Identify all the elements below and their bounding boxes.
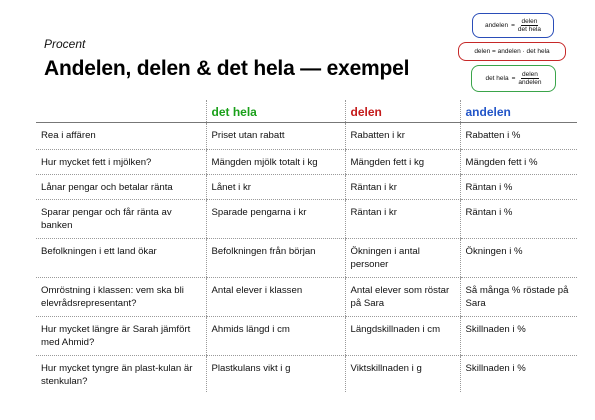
delen-cell: Mängden fett i kg [345,150,460,175]
header-delen: delen [345,100,460,123]
table-row [36,123,577,150]
formula-det-hela-denominator: andelen [518,79,542,86]
table-row [36,278,577,317]
slide-subtitle: Procent [44,37,86,51]
situation-cell: Sparar pengar och får ränta av banken [36,200,206,239]
delen-cell: Ökningen i antal personer [345,239,460,278]
andelen-cell: Räntan i % [460,200,577,239]
formula-andelen-denominator: det hela [517,26,542,33]
andelen-cell: Så många % röstade på Sara [460,278,577,317]
situation-cell: Omröstning i klassen: vem ska bli elevrådsrepresentant? [36,278,206,317]
formula-delen-box [458,42,566,61]
det-hela-cell: Mängden mjölk totalt i kg [206,150,345,175]
formula-det-hela-box [471,65,556,92]
andelen-cell: Skillnaden i % [460,317,577,356]
situation-cell: Lånar pengar och betalar ränta [36,175,206,200]
det-hela-cell: Befolkningen från början [206,239,345,278]
table-row [36,239,577,278]
delen-cell: Räntan i kr [345,200,460,239]
table-header-row [36,100,577,123]
formula-andelen-equals: = [511,22,515,29]
formula-andelen-lhs: andelen [484,22,509,29]
formula-det-hela-lhs: det hela [485,75,509,82]
det-hela-cell: Priset utan rabatt [206,123,345,150]
det-hela-cell: Plastkulans vikt i g [206,356,345,393]
situation-cell: Befolkningen i ett land ökar [36,239,206,278]
table-row [36,150,577,175]
formula-delen-text: delen = andelen · det hela [474,48,550,55]
andelen-cell: Skillnaden i % [460,356,577,393]
formula-andelen-fraction [518,18,541,34]
andelen-cell: Rabatten i % [460,123,577,150]
formula-andelen-numerator: delen [521,17,538,25]
situation-cell: Hur mycket fett i mjölken? [36,150,206,175]
header-situation [36,100,206,123]
formula-det-hela-equals: = [511,75,516,82]
situation-cell: Hur mycket längre är Sarah jämfört med Ahmid? [36,317,206,356]
det-hela-cell: Ahmids längd i cm [206,317,345,356]
formula-det-hela-fraction [518,71,541,87]
delen-cell: Räntan i kr [345,175,460,200]
table-row [36,175,577,200]
situation-cell: Hur mycket tyngre än plast-kulan är stenkulan? [41,363,193,387]
andelen-cell: Räntan i % [460,175,577,200]
delen-cell: Längdskillnaden i cm [345,317,460,356]
examples-table [36,100,577,392]
header-det-hela: det hela [206,100,345,123]
formula-det-hela-numerator: delen [522,70,538,78]
andelen-cell: Ökningen i % [460,239,577,278]
delen-cell: Rabatten i kr [345,123,460,150]
slide-title: Andelen, delen & det hela — exempel [44,57,410,80]
situation-cell: Rea i affären [36,123,206,150]
det-hela-cell: Lånet i kr [206,175,345,200]
formula-andelen-box [472,13,554,38]
table-row [36,200,577,239]
table-row [36,356,577,393]
delen-cell: Antal elever som röstar på Sara [345,278,460,317]
delen-cell: Viktskillnaden i g [345,356,460,393]
andelen-cell: Mängden fett i % [460,150,577,175]
table-row [36,317,577,356]
det-hela-cell: Antal elever i klassen [206,278,345,317]
header-andelen: andelen [460,100,577,123]
det-hela-cell: Sparade pengarna i kr [206,200,345,239]
